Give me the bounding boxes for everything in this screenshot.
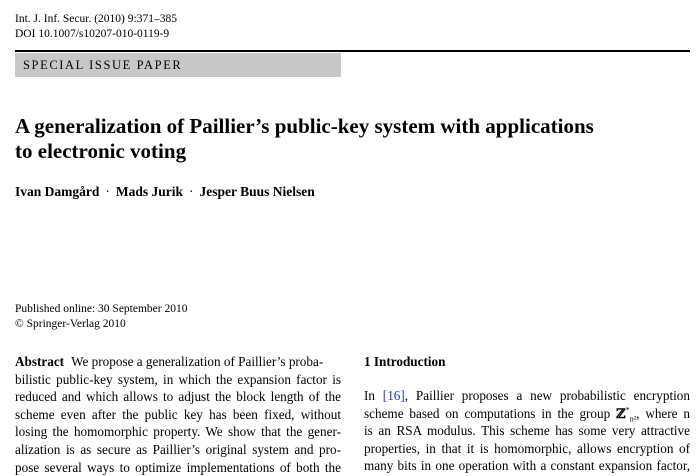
author-name: Ivan Damgård — [15, 184, 100, 199]
author-separator: · — [105, 184, 110, 199]
abstract-line: bilistic public-key system, in which the expansion factor is — [15, 371, 341, 387]
intro-heading: 1 Introduction — [364, 354, 446, 369]
author-list — [15, 183, 315, 200]
intro-line: is an RSA modulus. This scheme has some very attractive — [364, 423, 690, 439]
section-label-box — [15, 53, 341, 77]
group-symbol: ℤ — [616, 406, 626, 422]
abstract-line: losing the homomorphic property. We show that the gener- — [15, 424, 341, 440]
abstract-line: Abstract We propose a generalization of Paillier’s proba- — [15, 354, 324, 369]
abstract-body — [15, 353, 341, 476]
copyright: © Springer-Verlag 2010 — [15, 318, 126, 330]
header-rule — [15, 50, 690, 52]
abstract-line: scheme even after the public key has been fixed, without — [15, 406, 341, 422]
title-line-1: A generalization of Paillier’s public-key system with applications — [15, 114, 594, 138]
title-line-2: to electronic voting — [15, 139, 187, 163]
author-name: Mads Jurik — [115, 184, 184, 199]
intro-line: In [16], Paillier proposes a new probabilistic encryption — [364, 388, 690, 403]
abstract-line: alization is as secure as Paillier’s original system and pro- — [15, 441, 341, 457]
doi: DOI 10.1007/s10207-010-0119-9 — [15, 28, 170, 40]
citation-link[interactable]: [16] — [382, 388, 405, 403]
intro-line: properties, in that it is homomorphic, allows encryption of — [364, 440, 690, 456]
published-online: Published online: 30 September 2010 — [15, 303, 188, 315]
paper-title — [15, 114, 594, 164]
abstract-heading: Abstract — [15, 354, 65, 369]
section-label: SPECIAL ISSUE PAPER — [23, 58, 183, 72]
author-separator: · — [189, 184, 194, 199]
journal-citation: Int. J. Inf. Secur. (2010) 9:371–385 — [15, 13, 177, 25]
intro-body — [364, 387, 690, 475]
abstract-line: pose several ways to optimize implementations of both the — [15, 459, 341, 475]
author-name: Jesper Buus Nielsen — [199, 184, 315, 199]
abstract-line: reduced and which allows to adjust the block length of the — [15, 389, 341, 405]
intro-line: many bits in one operation with a constant expansion factor, — [364, 458, 690, 474]
intro-line: scheme based on computations in the group ℤ*$_{n^2}$, where n — [364, 405, 691, 424]
